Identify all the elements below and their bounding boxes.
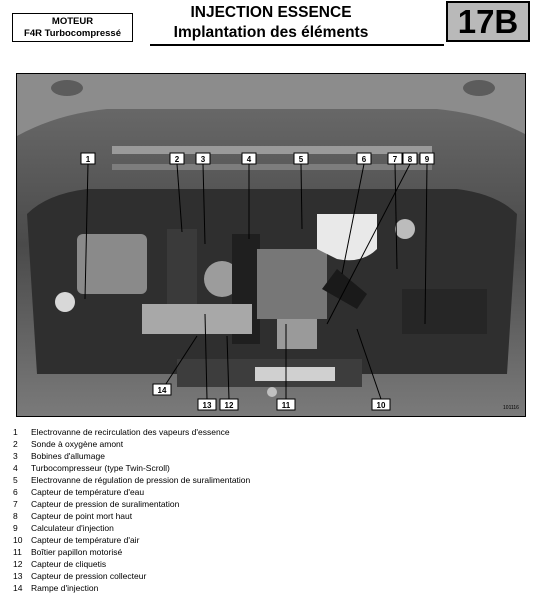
legend-number: 3 [13,451,18,461]
legend-text: Capteur de point mort haut [31,511,133,521]
legend-number: 9 [13,523,18,533]
scuttle-panel [112,164,432,170]
legend-number: 13 [13,571,23,581]
legend-text: Capteur de pression collecteur [31,571,147,581]
legend-text: Capteur de cliquetis [31,559,107,569]
callout-9-label: 9 [424,155,430,164]
legend-text: Boîtier papillon motorisé [31,547,123,557]
legend-item [13,474,533,486]
callout-14-label: 14 [157,386,167,395]
callout-10 [372,399,390,410]
legend-text: Rampe d'injection [31,583,99,593]
legend-item [13,510,533,522]
callout-13-label: 13 [202,401,212,410]
injection-rail [142,304,252,334]
legend-item [13,558,533,570]
page-title [150,3,392,43]
legend-number: 10 [13,535,23,545]
legend-text: Capteur de pression de suralimentation [31,499,180,509]
page-title-line2: Implantation des éléments [173,24,369,41]
callout-12-label: 12 [224,401,234,410]
component-legend [13,426,533,594]
legend-item [13,582,533,594]
throttle-body [277,319,317,349]
callout-2 [170,153,184,164]
legend-item [13,498,533,510]
callout-12 [220,399,238,410]
legend-text: Turbocompresseur (type Twin-Scroll) [31,463,170,473]
legend-text: Electrovanne de régulation de pression de suralimentation [31,475,251,485]
callout-11-label: 11 [281,401,291,410]
coolant-expansion-tank [317,214,377,260]
legend-item [13,522,533,534]
callout-7 [388,153,402,164]
header-divider [150,44,444,46]
legend-number: 14 [13,583,23,593]
legend-text: Capteur de température d'eau [31,487,145,497]
legend-text: Sonde à oxygène amont [31,439,124,449]
callout-8 [403,153,417,164]
callout-14 [153,384,171,395]
legend-number: 6 [13,487,18,497]
callout-4 [242,153,256,164]
callout-8-label: 8 [407,155,413,164]
callout-2-label: 2 [174,155,180,164]
section-number-badge: 17B [446,1,530,42]
callout-13 [198,399,216,410]
figure-reference: 101116 [503,405,519,411]
engine-label: MOTEUR [51,16,94,27]
legend-text: Bobines d'allumage [31,451,105,461]
callout-10-label: 10 [376,401,386,410]
legend-item [13,438,533,450]
front-label-plate [255,367,335,381]
engine-model: F4R Turbocompressé [24,28,121,39]
callout-1-label: 1 [85,155,91,164]
engine-identifier-box [12,13,133,42]
legend-number: 8 [13,511,18,521]
callout-6-label: 6 [361,155,367,164]
engine-bay-photo [16,73,526,417]
legend-item [13,426,533,438]
legend-text: Electrovanne de recirculation des vapeurs d'essence [31,427,230,437]
bonnet-hinge-left [51,80,83,96]
legend-item [13,570,533,582]
battery [402,289,487,334]
legend-number: 12 [13,559,23,569]
legend-item [13,450,533,462]
callout-7-label: 7 [392,155,398,164]
brake-fluid-reservoir [395,219,415,239]
left-component-block [77,234,147,294]
callout-5-label: 5 [298,155,304,164]
legend-number: 1 [13,427,18,437]
legend-text: Calculateur d'injection [31,523,114,533]
page-title-line1: INJECTION ESSENCE [190,4,352,21]
callout-6 [357,153,371,164]
wiper-cowl [112,146,432,154]
callout-4-label: 4 [246,155,252,164]
engine-bay-illustration [17,74,525,416]
callout-3-label: 3 [200,155,206,164]
legend-item [13,534,533,546]
legend-number: 7 [13,499,18,509]
engine-head [257,249,327,319]
callout-11 [277,399,295,410]
legend-number: 4 [13,463,18,473]
callout-9 [420,153,434,164]
legend-item [13,462,533,474]
legend-number: 2 [13,439,18,449]
bonnet-hinge-right [463,80,495,96]
legend-item [13,486,533,498]
legend-item [13,546,533,558]
bonnet-latch [267,387,277,397]
callout-5 [294,153,308,164]
callout-1 [81,153,95,164]
legend-text: Capteur de température d'air [31,535,140,545]
fluid-reservoir-cap [55,292,75,312]
callout-3 [196,153,210,164]
legend-number: 11 [13,547,22,557]
legend-number: 5 [13,475,18,485]
